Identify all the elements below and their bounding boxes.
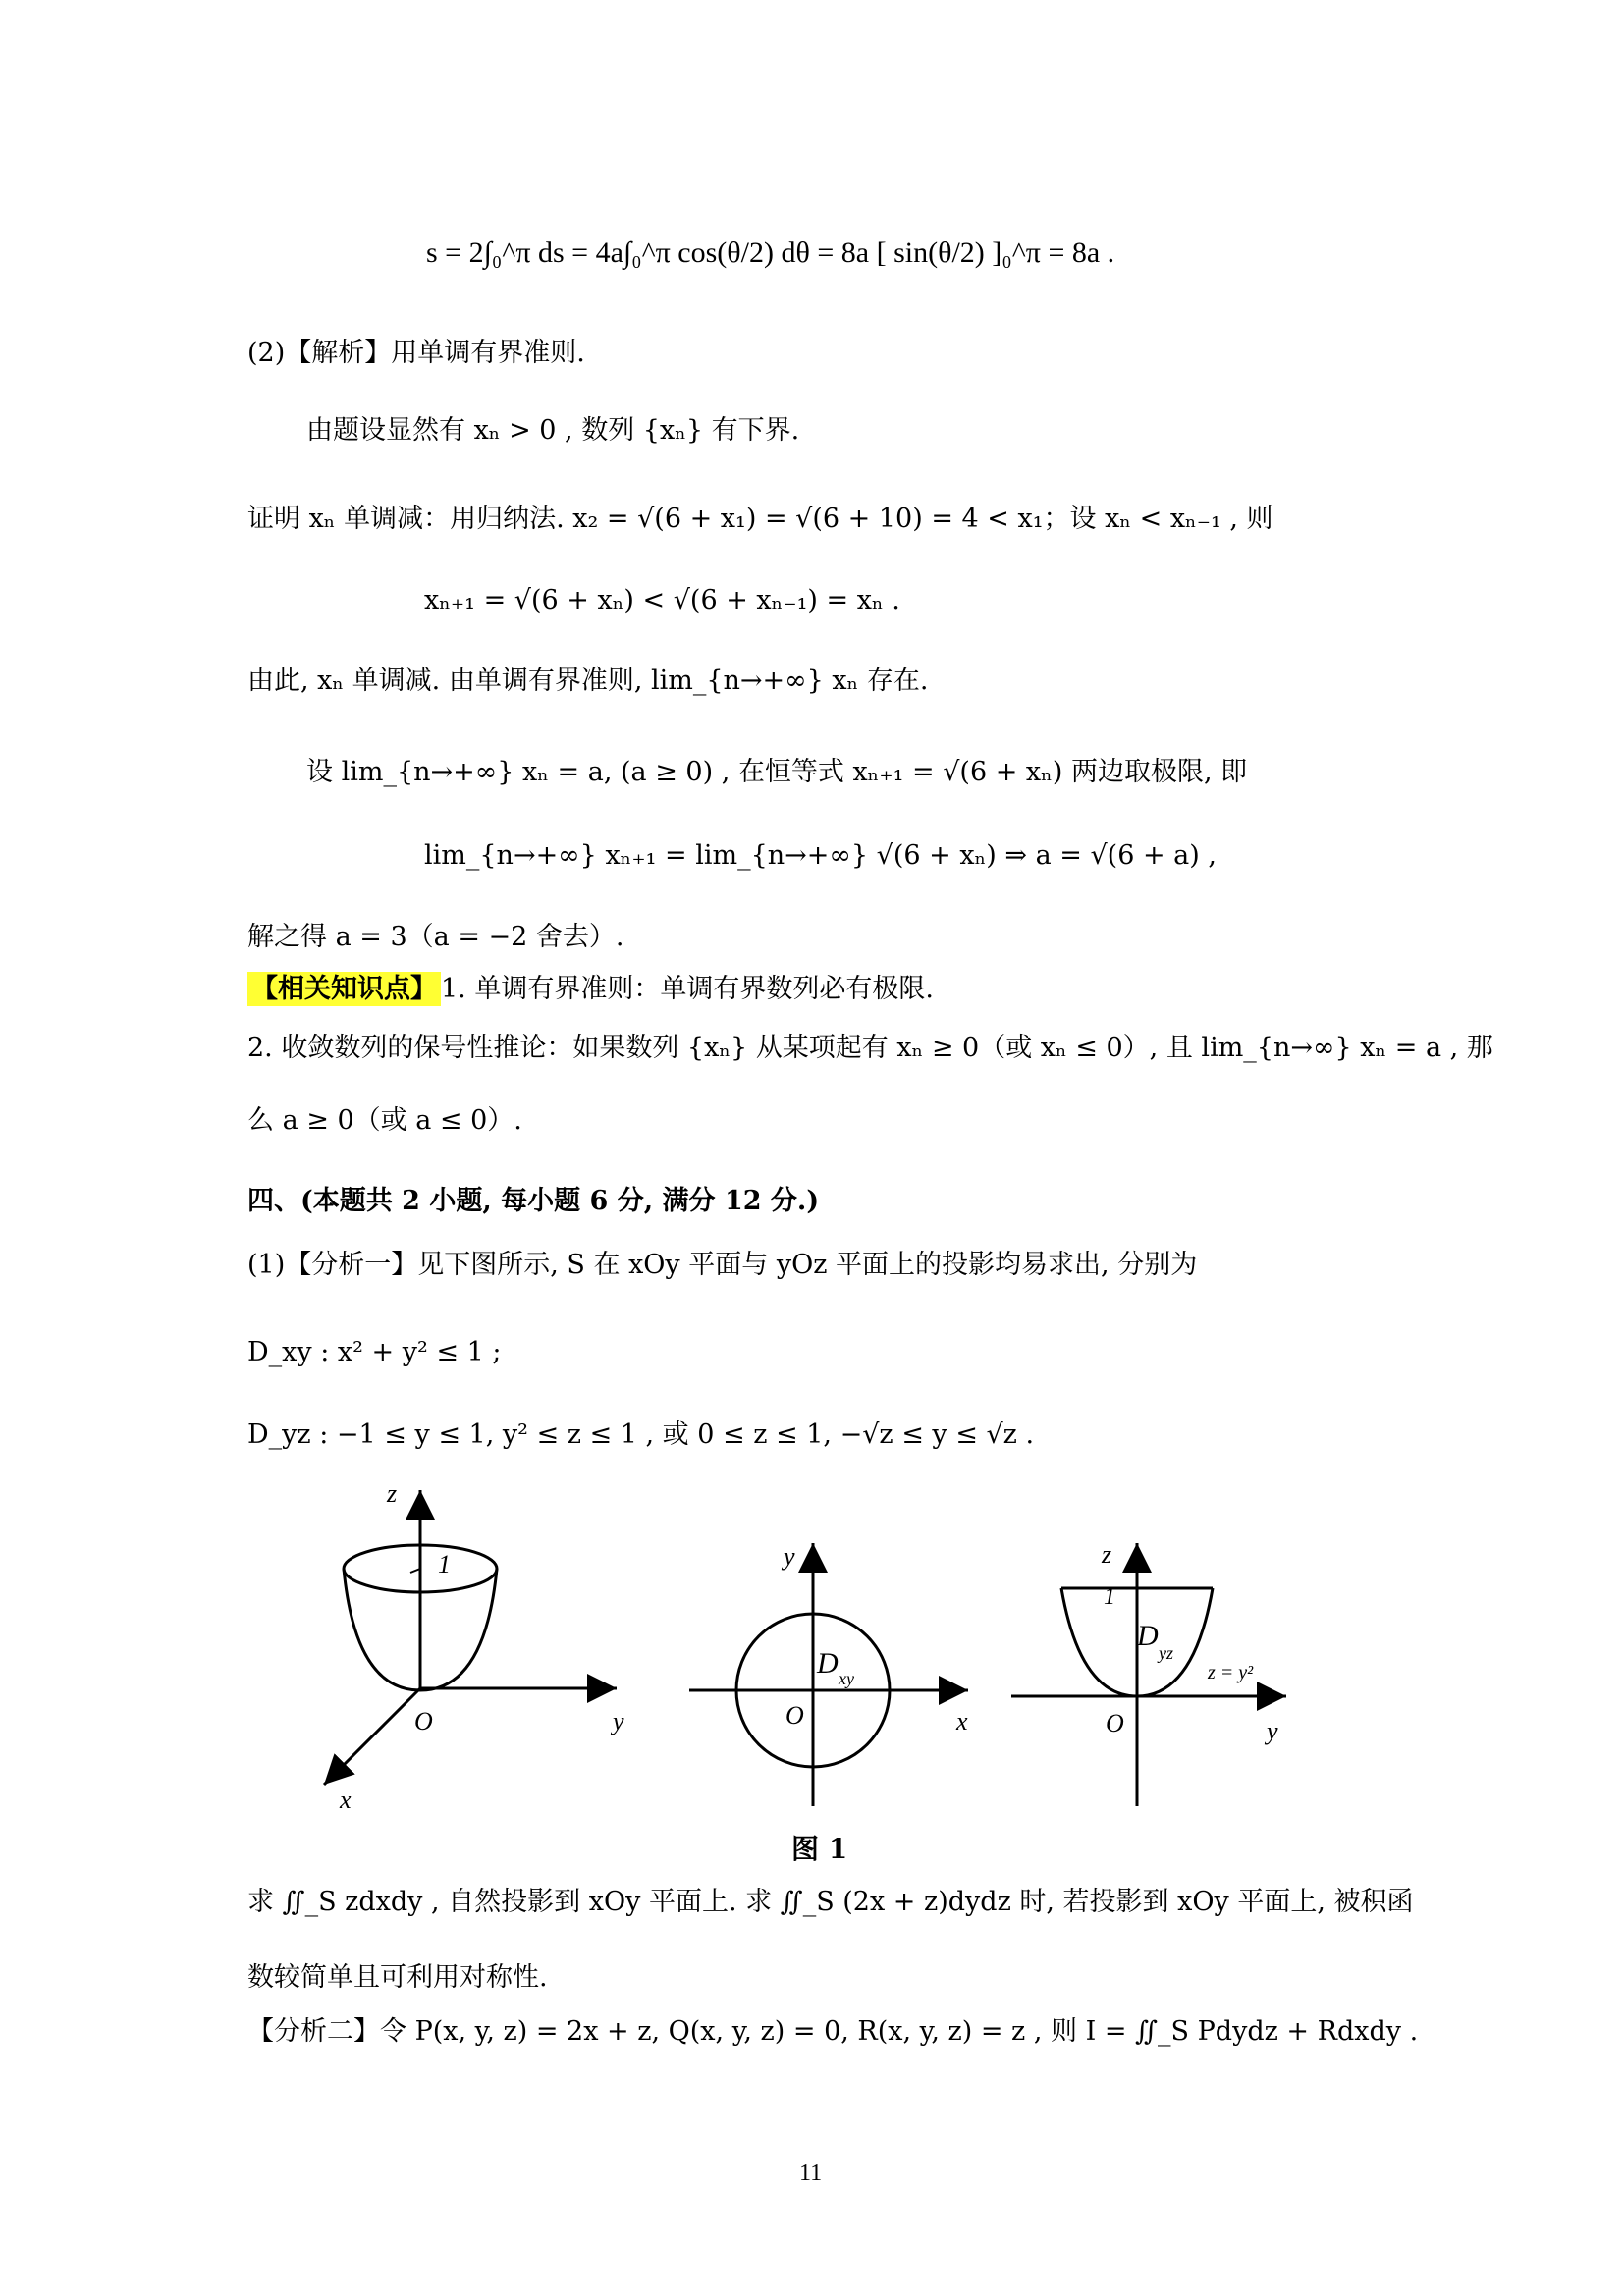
fig-right-D: D [1137, 1620, 1159, 1652]
fig-right-curve-label: z = y² [1208, 1662, 1254, 1683]
fig-mid-y: y [784, 1542, 795, 1571]
figure-1 [0, 1472, 1624, 1826]
fig-left-x: x [340, 1786, 352, 1814]
page-number: 11 [799, 2161, 823, 2186]
knowledge-text-1: 1. 单调有界准则：单调有界数列必有极限. [441, 974, 934, 1004]
fig-right-O: O [1106, 1709, 1124, 1737]
fig-left-y: y [613, 1707, 624, 1735]
section4-analysis-1: (1)【分析一】见下图所示, S 在 xOy 平面与 yOz 平面上的投影均易求出, 分别为 [247, 1250, 1198, 1280]
fig-left-z: z [387, 1479, 398, 1508]
part2-conclusion: 由此, xₙ 单调减. 由单调有界准则, lim_{n→+∞} xₙ 存在. [247, 666, 929, 696]
paraboloid-3d-sketch [324, 1490, 617, 1785]
knowledge-line-1 [247, 972, 934, 1007]
part2-solution: 解之得 a = 3（a = −2 舍去）. [247, 922, 624, 952]
after-figure-line-2: 数较简单且可利用对称性. [247, 1962, 548, 1993]
fig-right-z: z [1102, 1540, 1112, 1569]
knowledge-text-2: 2. 收敛数列的保号性推论：如果数列 {xₙ} 从某项起有 xₙ ≥ 0（或 xₙ ≤ 0）, 且 lim_{n→∞} xₙ = a , 那 [247, 1033, 1493, 1063]
fig-mid-x: x [956, 1707, 968, 1735]
part2-induction-step: xₙ₊₁ = √(6 + xₙ) < √(6 + xₙ₋₁) = xₙ . [424, 585, 900, 615]
fig-mid-D: D [817, 1647, 839, 1680]
after-figure-line-3: 【分析二】令 P(x, y, z) = 2x + z, Q(x, y, z) = 0, R(x, y, z) = z , 则 I = ∬_S Pdydz + Rdxdy . [247, 2016, 1419, 2047]
after-figure-line-1: 求 ∬_S zdxdy , 自然投影到 xOy 平面上. 求 ∬_S (2x + z)dydz 时, 若投影到 xOy 平面上, 被积函 [247, 1887, 1414, 1917]
fig-mid-D-sub: xy [839, 1669, 854, 1688]
knowledge-text-3: 么 a ≥ 0（或 a ≤ 0）. [247, 1105, 522, 1136]
part2-lower-bound: 由题设显然有 xₙ > 0 , 数列 {xₙ} 有下界. [306, 415, 800, 446]
figure-caption: 图 1 [791, 1833, 848, 1865]
part2-limit-equation: lim_{n→+∞} xₙ₊₁ = lim_{n→+∞} √(6 + xₙ) ⇒ a = √(6 + a) , [424, 840, 1217, 871]
fig-right-y: y [1267, 1717, 1278, 1745]
fig-right-one: 1 [1104, 1584, 1115, 1610]
section4-title: 四、(本题共 2 小题, 每小题 6 分, 满分 12 分.) [247, 1186, 820, 1216]
section4-dxy: D_xy : x² + y² ≤ 1 ; [247, 1337, 502, 1367]
fig-left-O: O [414, 1707, 433, 1735]
fig-left-one: 1 [438, 1550, 451, 1578]
x-axis [324, 1688, 420, 1785]
part2-monotone-proof: 证明 xₙ 单调减：用归纳法. x₂ = √(6 + x₁) = √(6 + 10) = 4 < x₁；设 xₙ < xₙ₋₁ , 则 [247, 504, 1273, 534]
part2-limit-setup: 设 lim_{n→+∞} xₙ = a, (a ≥ 0) , 在恒等式 xₙ₊₁ = √(6 + xₙ) 两边取极限, 即 [306, 757, 1248, 787]
fig-right-D-sub: yz [1159, 1643, 1173, 1663]
section4-dyz: D_yz : −1 ≤ y ≤ 1, y² ≤ z ≤ 1 , 或 0 ≤ z ≤ 1, −√z ≤ y ≤ √z . [247, 1419, 1035, 1450]
arc-length-formula: s = 2∫₀^π ds = 4a∫₀^π cos(θ/2) dθ = 8a [ sin(θ/2) ]₀^π = 8a . [426, 237, 1115, 269]
part2-heading: (2)【解析】用单调有界准则. [247, 338, 585, 368]
fig-mid-O: O [785, 1701, 804, 1730]
knowledge-tag: 【相关知识点】 [247, 972, 441, 1006]
